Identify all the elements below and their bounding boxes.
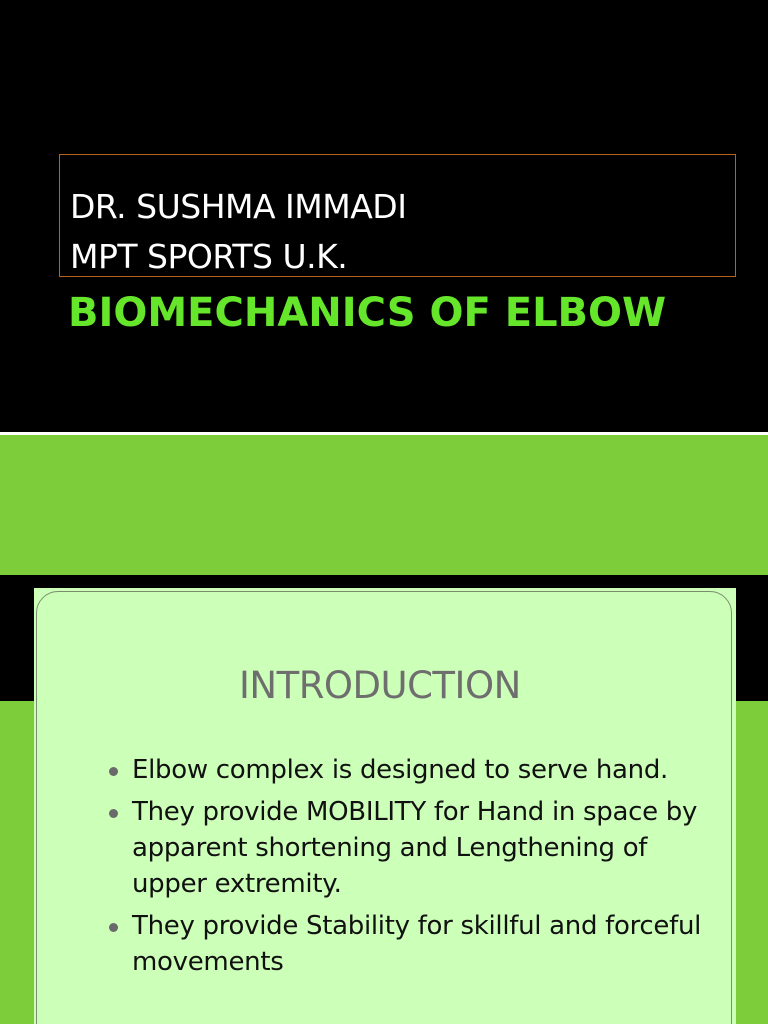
slide-left-green-edge <box>0 701 34 1024</box>
author-textbox <box>59 154 736 277</box>
list-item <box>37 752 717 788</box>
bullet-text: Elbow complex is designed to serve hand. <box>132 755 668 785</box>
author-credentials: MPT SPORTS U.K. <box>70 237 348 276</box>
list-item <box>37 908 717 980</box>
list-item <box>37 794 717 902</box>
content-frame <box>34 588 736 1024</box>
content-panel <box>36 591 732 1024</box>
slide-title: BIOMECHANICS OF ELBOW <box>68 290 667 336</box>
slide-right-green-edge <box>736 701 768 1024</box>
title-slide <box>0 0 768 432</box>
introduction-slide <box>0 575 768 1024</box>
bullet-icon <box>109 767 118 776</box>
bullet-list <box>37 752 717 986</box>
author-name: DR. SUSHMA IMMADI <box>70 187 407 226</box>
bullet-text: They provide Stability for skillful and forceful movements <box>132 911 702 977</box>
bullet-icon <box>109 923 118 932</box>
title-slide-green-band <box>0 435 768 575</box>
bullet-icon <box>109 809 118 818</box>
intro-heading: INTRODUCTION <box>239 664 521 707</box>
bullet-text: They provide MOBILITY for Hand in space by apparent shortening and Lengthening of upper extremity. <box>132 797 698 899</box>
